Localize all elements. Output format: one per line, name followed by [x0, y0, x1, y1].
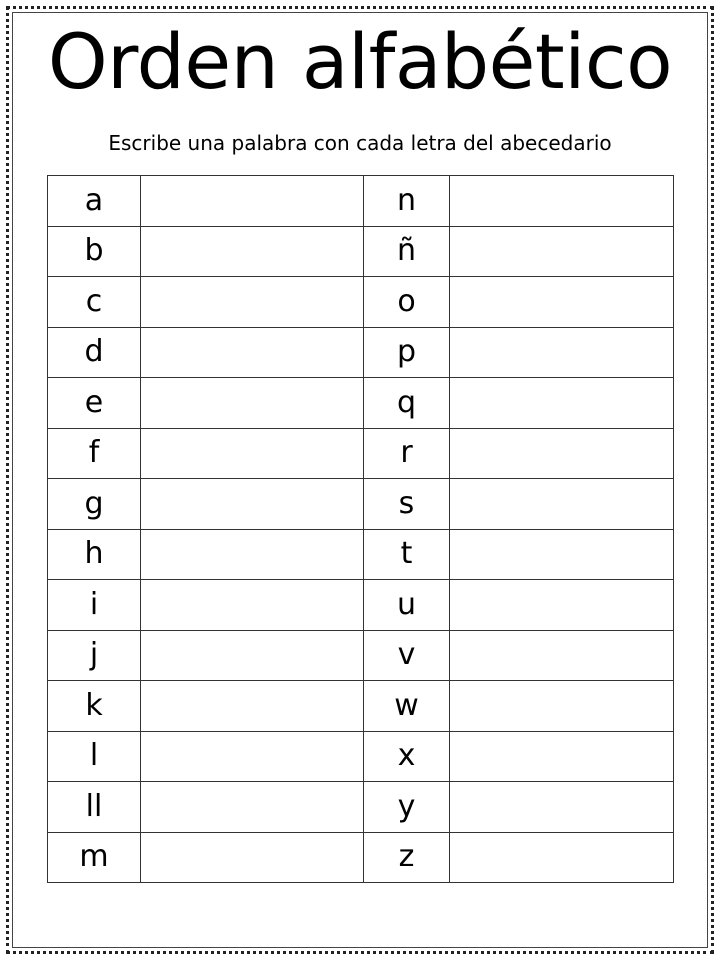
table-row: [48, 226, 674, 277]
letter-cell: v: [364, 630, 450, 681]
word-blank[interactable]: [450, 832, 674, 883]
table-row: [48, 731, 674, 782]
table-row: [48, 176, 674, 227]
word-blank[interactable]: [450, 580, 674, 631]
word-blank[interactable]: [450, 529, 674, 580]
letter-cell: w: [364, 681, 450, 732]
letter-cell: x: [364, 731, 450, 782]
table-row: [48, 681, 674, 732]
word-blank[interactable]: [450, 731, 674, 782]
word-blank[interactable]: [141, 479, 364, 530]
instructions: Escribe una palabra con cada letra del abecedario: [108, 131, 612, 155]
letter-cell: ñ: [364, 226, 450, 277]
page-title: Orden alfabético: [47, 17, 673, 106]
table-row: [48, 580, 674, 631]
letter-cell: m: [48, 832, 141, 883]
letter-cell: n: [364, 176, 450, 227]
letter-cell: b: [48, 226, 141, 277]
letter-cell: a: [48, 176, 141, 227]
word-blank[interactable]: [450, 681, 674, 732]
word-blank[interactable]: [141, 681, 364, 732]
letter-cell: o: [364, 277, 450, 328]
word-blank[interactable]: [450, 327, 674, 378]
word-blank[interactable]: [141, 327, 364, 378]
letter-cell: j: [48, 630, 141, 681]
letter-cell: r: [364, 428, 450, 479]
letter-cell: y: [364, 782, 450, 833]
word-blank[interactable]: [141, 580, 364, 631]
letter-cell: c: [48, 277, 141, 328]
table-row: [48, 277, 674, 328]
letter-cell: ll: [48, 782, 141, 833]
word-blank[interactable]: [141, 529, 364, 580]
alphabet-table: [47, 175, 674, 883]
word-blank[interactable]: [141, 428, 364, 479]
table-row: [48, 378, 674, 429]
table-row: [48, 327, 674, 378]
word-blank[interactable]: [450, 277, 674, 328]
letter-cell: l: [48, 731, 141, 782]
word-blank[interactable]: [450, 176, 674, 227]
table-row: [48, 630, 674, 681]
letter-cell: e: [48, 378, 141, 429]
table-row: [48, 782, 674, 833]
table-row: [48, 479, 674, 530]
word-blank[interactable]: [141, 378, 364, 429]
letter-cell: q: [364, 378, 450, 429]
letter-cell: d: [48, 327, 141, 378]
word-blank[interactable]: [450, 630, 674, 681]
word-blank[interactable]: [450, 378, 674, 429]
letter-cell: z: [364, 832, 450, 883]
letter-cell: i: [48, 580, 141, 631]
table-row: [48, 428, 674, 479]
word-blank[interactable]: [141, 226, 364, 277]
word-blank[interactable]: [141, 277, 364, 328]
word-blank[interactable]: [450, 428, 674, 479]
word-blank[interactable]: [141, 782, 364, 833]
word-blank[interactable]: [450, 226, 674, 277]
letter-cell: k: [48, 681, 141, 732]
table-row: [48, 832, 674, 883]
word-blank[interactable]: [141, 731, 364, 782]
letter-cell: t: [364, 529, 450, 580]
letter-cell: h: [48, 529, 141, 580]
word-blank[interactable]: [141, 176, 364, 227]
letter-cell: s: [364, 479, 450, 530]
table-row: [48, 529, 674, 580]
word-blank[interactable]: [450, 782, 674, 833]
letter-cell: p: [364, 327, 450, 378]
word-blank[interactable]: [141, 832, 364, 883]
letter-cell: u: [364, 580, 450, 631]
letter-cell: f: [48, 428, 141, 479]
word-blank[interactable]: [141, 630, 364, 681]
letter-cell: g: [48, 479, 141, 530]
word-blank[interactable]: [450, 479, 674, 530]
